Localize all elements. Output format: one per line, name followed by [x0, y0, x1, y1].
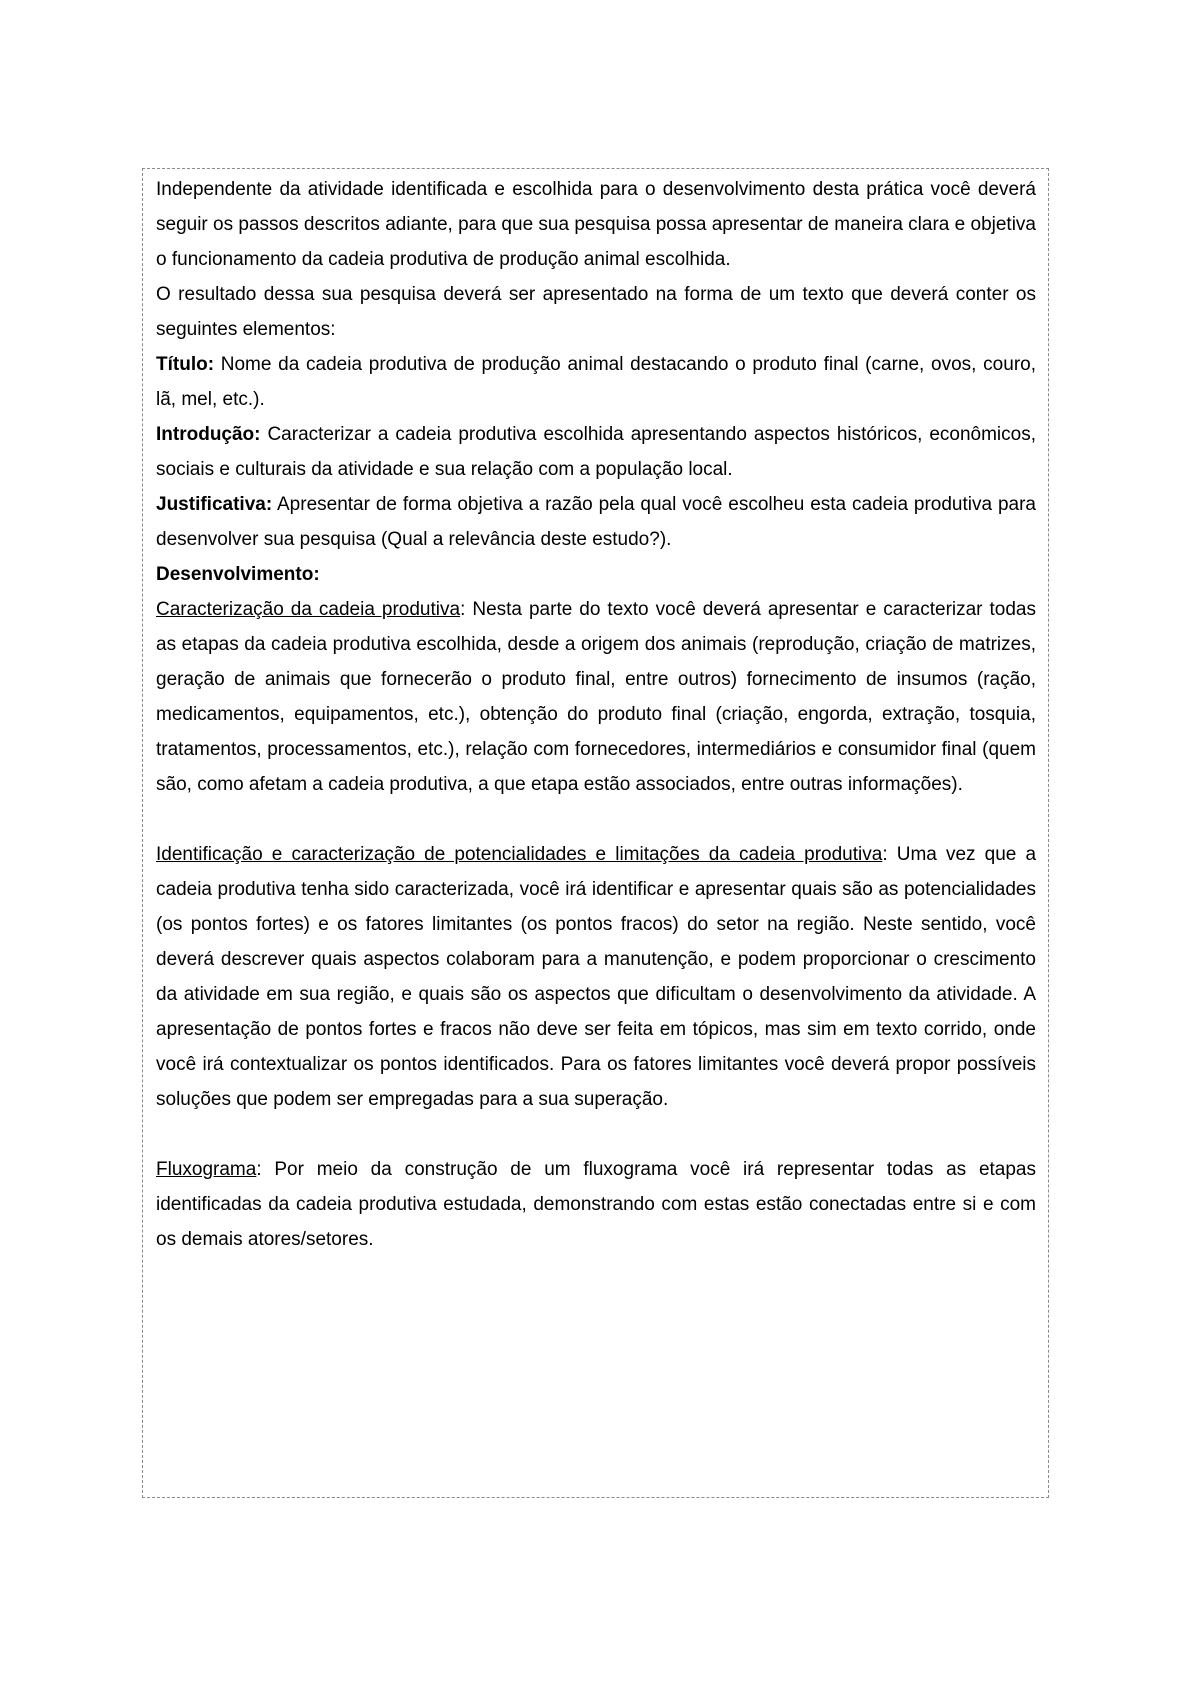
normal-text-run: : Por meio da construção de um fluxograma você irá representar todas as etapas identificadas da cadeia produtiva estudada, demonstrando com estas estão conectadas entre si e com os demais atores/setores. — [156, 1159, 1036, 1250]
paragraph — [156, 592, 1036, 802]
normal-text-run: Apresentar de forma objetiva a razão pela qual você escolheu esta cadeia produtiva para desenvolver sua pesquisa (Qual a relevância deste estudo?). — [156, 494, 1036, 550]
bold-text-run: Desenvolvimento: — [156, 564, 320, 585]
underline-text-run: Caracterização da cadeia produtiva — [156, 599, 461, 620]
paragraph — [156, 487, 1036, 557]
normal-text-run: Independente da atividade identificada e escolhida para o desenvolvimento desta prática você deverá seguir os passos descritos adiante, para que sua pesquisa possa apresentar de maneira clara e objetiva o funcionamento da cadeia produtiva de produção animal escolhida. — [156, 179, 1036, 270]
normal-text-run: Nome da cadeia produtiva de produção animal destacando o produto final (carne, ovos, couro, lã, mel, etc.). — [156, 354, 1036, 410]
bold-text-run: Justificativa: — [156, 494, 273, 515]
normal-text-run: : Uma vez que a cadeia produtiva tenha sido caracterizada, você irá identificar e apresentar quais são as potencialidades (os pontos fortes) e os fatores limitantes (os pontos fracos) do setor na região. Neste sentido, você deverá descrever quais aspectos colaboram para a manutenção, e podem proporcionar o crescimento da atividade em sua região, e quais são os aspectos que dificultam o desenvolvimento da atividade. A apresentação de pontos fortes e fracos não deve ser feita em tópicos, mas sim em texto corrido, onde você irá contextualizar os pontos identificados. Para os fatores limitantes você deverá propor possíveis soluções que podem ser empregadas para a sua superação. — [156, 844, 1037, 1110]
underline-text-run: Identificação e caracterização de potencialidades e limitações da cadeia produtiva — [156, 844, 883, 865]
paragraph — [156, 277, 1036, 347]
normal-text-run: O resultado dessa sua pesquisa deverá ser apresentado na forma de um texto que deverá conter os seguintes elementos: — [156, 284, 1036, 340]
paragraph — [156, 172, 1036, 277]
bold-text-run: Título: — [156, 354, 215, 375]
paragraph — [156, 347, 1036, 417]
paragraph — [156, 1152, 1036, 1257]
underline-text-run: Fluxograma — [156, 1159, 257, 1180]
normal-text-run: Caracterizar a cadeia produtiva escolhida apresentando aspectos históricos, econômicos, sociais e culturais da atividade e sua relação com a população local. — [156, 424, 1036, 480]
paragraph — [156, 837, 1036, 1117]
normal-text-run: : Nesta parte do texto você deverá apresentar e caracterizar todas as etapas da cadeia produtiva escolhida, desde a origem dos animais (reprodução, criação de matrizes, geração de animais que fornecerão o produto final, entre outros) fornecimento de insumos (ração, medicamentos, equipamentos, etc.), obtenção do produto final (criação, engorda, extração, tosquia, tratamentos, processamentos, etc.), relação com fornecedores, intermediários e consumidor final (quem são, como afetam a cadeia produtiva, a que etapa estão associados, entre outras informações). — [156, 599, 1036, 795]
paragraph — [156, 557, 1036, 592]
paragraph — [156, 417, 1036, 487]
document-text-box — [142, 168, 1049, 1498]
bold-text-run: Introdução: — [156, 424, 261, 445]
